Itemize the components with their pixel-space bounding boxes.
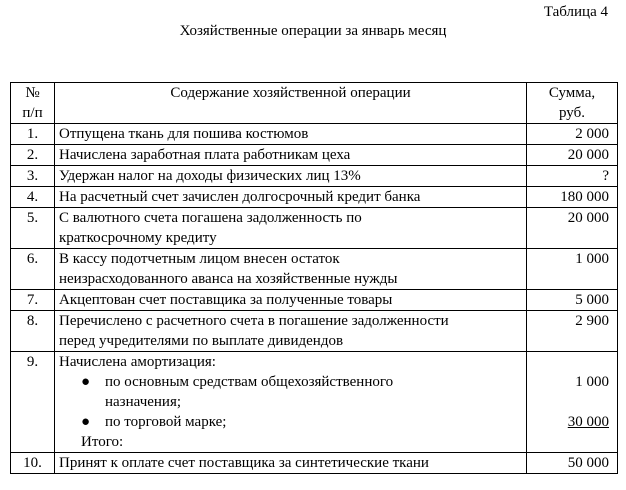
row-9-item-2-sum: 30 000 [567,414,609,430]
row-desc [55,290,527,311]
row-desc-line: Отпущена ткань для пошива костюмов [59,126,309,142]
bullet-icon: ● [81,374,91,390]
row-sum: 180 000 [527,187,618,208]
row-num: 6. [11,249,55,290]
table-body [11,124,618,474]
row-num: 4. [11,187,55,208]
header-desc [55,83,527,124]
row-9-total-label: Итого: [81,434,124,450]
row-9-num: 9. [11,352,55,453]
row-sum: 2 000 [527,124,618,145]
header-num [11,83,55,124]
row-9-heading: Начислена амортизация: [59,354,216,370]
row-num: 3. [11,166,55,187]
table-row [11,166,618,187]
table-row-9 [11,352,618,453]
table-row-10 [11,453,618,474]
row-sum: 1 000 [527,249,618,290]
row-desc [55,145,527,166]
row-desc-line: Перечислено с расчетного счета в погашение задолженности [59,313,449,329]
row-sum: 20 000 [527,145,618,166]
row-num: 2. [11,145,55,166]
row-desc [55,208,527,249]
row-num: 5. [11,208,55,249]
table-header-row [11,83,618,124]
row-desc [55,166,527,187]
header-desc-text: Содержание хозяйственной операции [170,85,411,101]
row-desc-line: Начислена заработная плата работникам цеха [59,147,351,163]
row-desc [55,249,527,290]
row-9-sum [527,352,618,453]
header-sum-line1: Сумма, [548,85,596,101]
row-sum: 2 900 [527,311,618,352]
row-9-item-2 [59,412,522,432]
row-desc-line: В кассу подотчетным лицом внесен остаток [59,251,340,267]
row-9-item-1-line-1: по основным средствам общехозяйственного [105,374,394,390]
row-desc [55,311,527,352]
row-desc [55,124,527,145]
table-row [11,208,618,249]
table-row [11,187,618,208]
row-9-item-2-text: по торговой марке; [105,414,227,430]
row-num: 1. [11,124,55,145]
row-9-item-1 [59,372,522,412]
row-10-num: 10. [11,453,55,474]
row-9-item-1-line-2: назначения; [105,394,182,410]
table-row [11,311,618,352]
row-desc-line: перед учредителями по выплате дивидендов [59,333,344,349]
bullet-icon: ● [81,414,91,430]
row-desc-line: Акцептован счет поставщика за полученные товары [59,292,393,308]
row-10-sum: 50 000 [527,453,618,474]
table-caption: Таблица 4 [543,4,608,20]
row-num: 7. [11,290,55,311]
header-num-line2: п/п [22,105,43,121]
table-row [11,249,618,290]
header-sum-line2: руб. [559,105,585,121]
row-sum: 5 000 [527,290,618,311]
row-sum: ? [527,166,618,187]
row-desc-line: неизрасходованного аванса на хозяйственные нужды [59,271,398,287]
row-desc-line: С валютного счета погашена задолженность по [59,210,362,226]
row-9-item-1-sum: 1 000 [575,374,609,390]
header-num-line1: № [25,85,40,101]
operations-table [10,82,618,474]
row-sum: 20 000 [527,208,618,249]
page-title: Хозяйственные операции за январь месяц [179,23,447,39]
row-desc-line: краткосрочному кредиту [59,230,217,246]
row-10-desc: Принят к оплате счет поставщика за синтетические ткани [55,453,527,474]
header-sum [527,83,618,124]
table-row [11,290,618,311]
row-num: 8. [11,311,55,352]
row-desc-line: Удержан налог на доходы физических лиц 13% [59,168,361,184]
row-desc-line: На расчетный счет зачислен долгосрочный кредит банка [59,189,421,205]
row-9-desc [55,352,527,453]
row-desc [55,187,527,208]
table-row [11,124,618,145]
table-row [11,145,618,166]
